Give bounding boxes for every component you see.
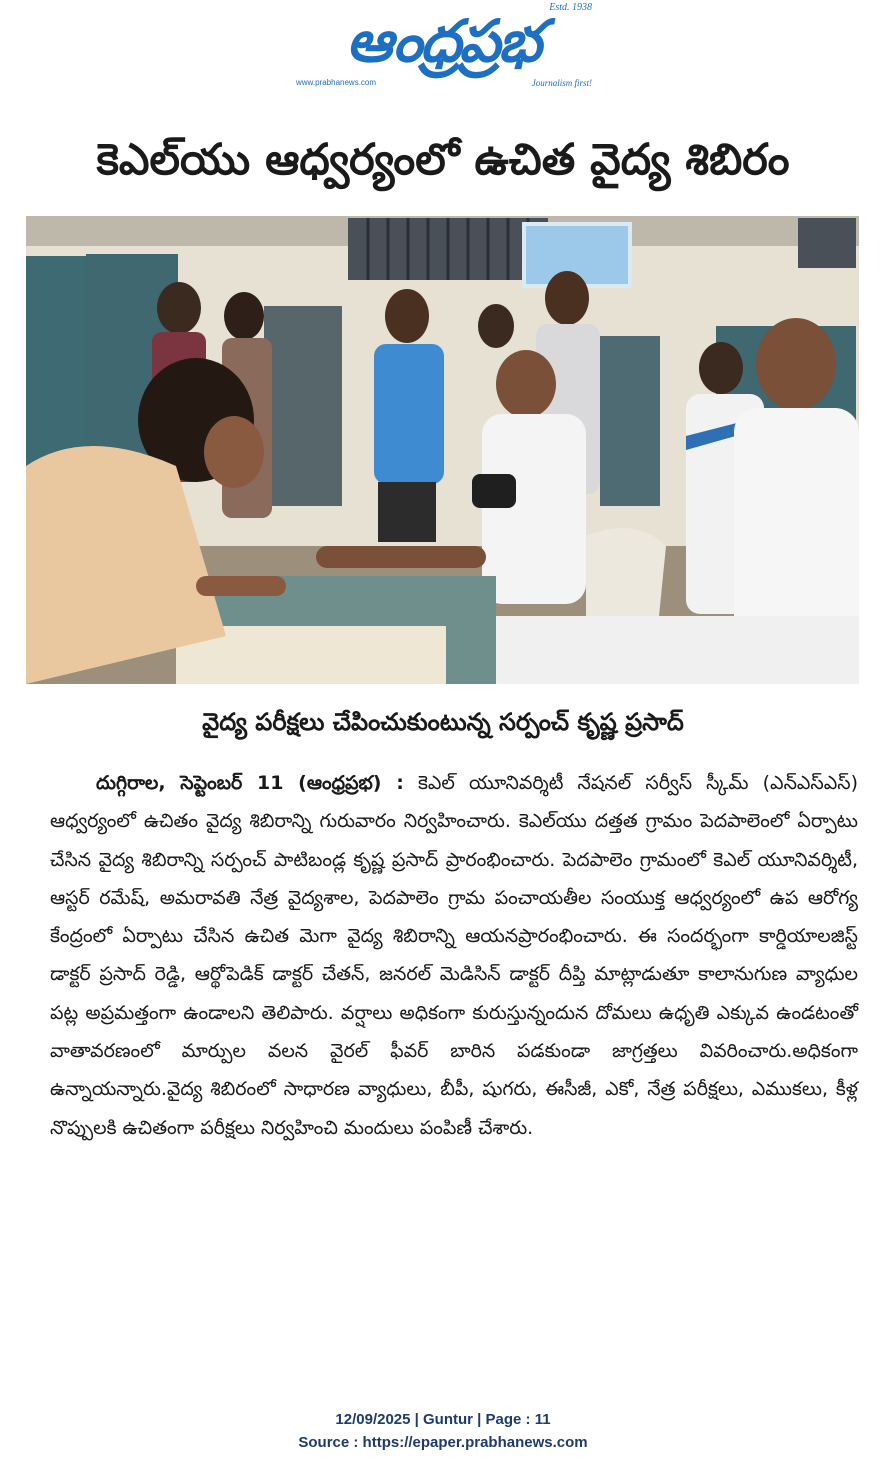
logo-estd: Estd. 1938 (549, 2, 592, 13)
article-body (50, 764, 858, 1147)
logo-tagline: Journalism first! (531, 78, 592, 88)
article-paragraph (50, 764, 858, 1147)
footer-source: Source : https://epaper.prabhanews.com (298, 1434, 588, 1451)
article-text: కెఎల్ యూనివర్శిటీ నేషనల్ సర్వీస్ స్కీమ్ (ఎన్ఎస్ఎస్) ఆధ్వర్యంలో ఉచితం వైద్య శిబిరాన్ని గురువారం నిర్వహించారు. కెఎల్‌యు దత్తత గ్రామం పెదపాలెంలో ఏర్పాటు చేసిన వైద్య శిబిరాన్ని సర్పంచ్ పాటిబండ్ల కృష్ణ ప్రసాద్ ప్రారంభించారు. పెదపాలెం గ్రామంలో కెఎల్ యూనివర్శిటీ, ఆస్టర్ రమేష్, అమరావతి నేత్ర వైద్యశాల, పెదపాలెం గ్రామ పంచాయతీల సంయుక్త ఆధ్వర్యంలో ఉప ఆరోగ్య కేంద్రంలో ఏర్పాటు చేసిన ఉచిత మెగా వైద్య శిబిరాన్ని ఆయనప్రారంభించారు. ఈ సందర్భంగా కార్డియాలజిస్ట్ డాక్టర్ ప్రసాద్ రెడ్డి, ఆర్థోపెడిక్ డాక్టర్ చేతన్, జనరల్ మెడిసిన్ డాక్టర్ దీప్తి మాట్లాడుతూ కాలానుగుణ వ్యాధుల పట్ల అప్రమత్తంగా ఉండాలని తెలిపారు. వర్షాలు అధికంగా కురుస్తున్నందున దోమలు ఉధృతి ఎక్కువ ఉండటంతో వాతావరణంలో మార్పుల వలన వైరల్ ఫీవర్ బారిన పడకుండా జాగ్రత్తలు వివరించారు.అధికంగా ఉన్నాయన్నారు.వైద్య శిబిరంలో సాధారణ వ్యాధులు, బీపీ, షుగరు, ఈసీజీ, ఎకో, నేత్ర పరీక్షలు, ఎముకలు, కీళ్ల నొప్పులకి ఉచితంగా పరీక్షలు నిర్వహించి మందులు పంపిణీ చేశారు. (50, 772, 859, 1139)
newspaper-logo (292, 2, 594, 92)
article-photo (26, 216, 859, 684)
logo-url: www.prabhanews.com (296, 78, 377, 87)
photo-caption: వైద్య పరీక్షలు చేపించుకుంటున్న సర్పంచ్ కృష్ణ ప్రసాద్ (202, 708, 684, 736)
medical-camp-photo (26, 216, 859, 684)
article-dateline: దుగ్గిరాల, సెప్టెంబర్ 11 (ఆంధ్రప్రభ) : (96, 772, 404, 794)
masthead (0, 0, 886, 108)
page-footer (0, 1408, 886, 1454)
footer-edition-info: 12/09/2025 | Guntur | Page : 11 (335, 1411, 551, 1428)
logo-wordmark: ఆంధ్రప్రభ (346, 7, 540, 75)
article-headline: కెఎల్‌యు ఆధ్వర్యంలో ఉచిత వైద్య శిబిరం (96, 135, 790, 185)
